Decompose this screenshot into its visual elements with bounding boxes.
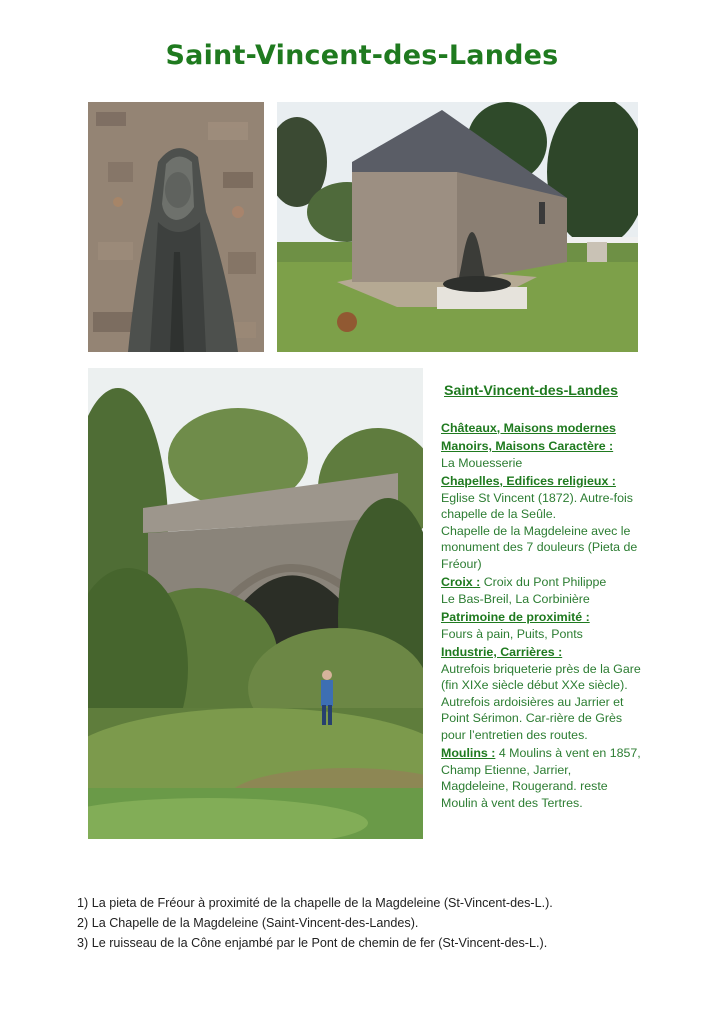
page-title: Saint-Vincent-des-Landes [165,40,559,71]
photo-captions [77,893,697,953]
section-heading: Croix : [441,575,481,589]
caption-2: 2) La Chapelle de la Magdeleine (Saint-Vincent-des-Landes). [77,916,419,930]
sidebar-title: Saint-Vincent-des-Landes [444,383,618,399]
section-heading: Manoirs, Maisons Caractère : [441,439,614,453]
section-text: 4 Moulins à vent en 1857, Champ Etienne, Jarrier, Magdeleine, Rougerand. reste Moulin à vent des Tertres. [441,746,641,810]
section-text: Croix du Pont Philippe [483,575,607,589]
section-text: Chapelle de la Magdeleine avec le monument des 7 douleurs (Pieta de Fréour) [441,523,638,571]
section-patrimoine [441,609,641,642]
section-text: Fours à pain, Puits, Ponts [441,626,583,641]
section-moulins [441,745,641,811]
section-text: Le Bas-Breil, La Corbinière [441,591,590,606]
section-heading: Châteaux, Maisons modernes [441,420,616,435]
heritage-sidebar [441,383,641,813]
caption-1: 1) La pieta de Fréour à proximité de la chapelle de la Magdeleine (St-Vincent-des-L.). [77,896,553,910]
section-heading: Moulins : [441,746,496,760]
section-industrie [441,644,641,743]
section-heading: Patrimoine de proximité : [441,610,590,624]
chapel-photo [277,102,638,352]
section-croix [441,574,641,607]
section-chateaux [441,420,641,437]
section-text: La Mouesserie [441,455,523,470]
section-text: Eglise St Vincent (1872). Autre-fois chapelle de la Seûle. [441,490,633,521]
bridge-photo [88,368,423,839]
pieta-photo [88,102,264,352]
section-heading: Industrie, Carrières : [441,645,563,659]
section-manoirs [441,438,641,471]
section-text: Autrefois briqueterie près de la Gare (fin XIXe siècle début XXe siècle). Autrefois ardoisières au Jarrier et Point Sérimon. Car-rière de Grès pour l’entretien des routes. [441,661,641,742]
section-chapelles [441,473,641,572]
section-heading: Chapelles, Edifices religieux : [441,474,616,488]
caption-3: 3) Le ruisseau de la Cône enjambé par le Pont de chemin de fer (St-Vincent-des-L.). [77,936,548,950]
